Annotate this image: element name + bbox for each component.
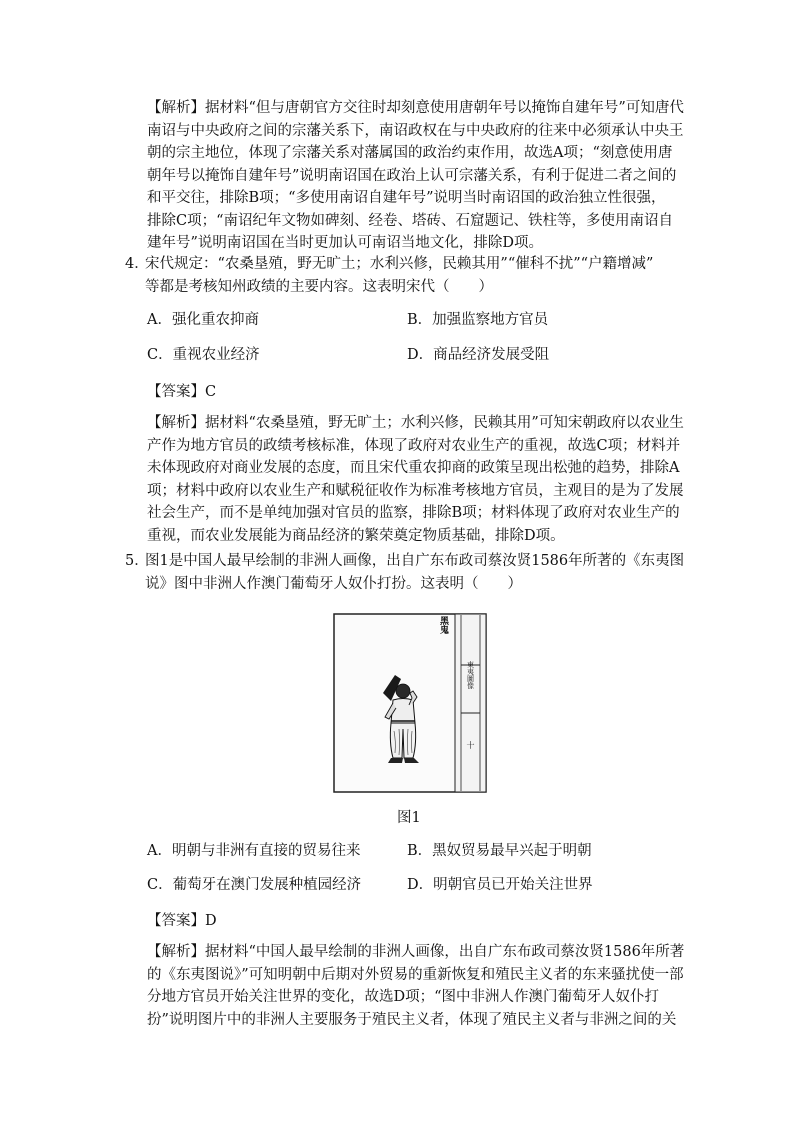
answer: 【答案】D [147, 913, 217, 929]
question-stem [145, 253, 653, 298]
analysis-line: 排除C项；“南诏纪年文物如碑刻、经卷、塔砖、石窟题记、铁柱等，多使用南诏自 [147, 212, 674, 229]
option-a: A．明朝与非洲有直接的贸易往来 [147, 843, 361, 859]
stem-line: 说》图中非洲人作澳门葡萄牙人奴仆打扮。这表明（ ） [145, 575, 522, 592]
figure-page-mark: 十 [466, 741, 475, 750]
analysis-line: 重视，而农业发展能为商品经济的繁荣奠定物质基础，排除D项。 [147, 527, 565, 544]
option-b: B．黑奴贸易最早兴起于明朝 [407, 843, 592, 859]
figure-caption: 图1 [397, 810, 421, 826]
analysis-line: 扮”说明图片中的非洲人主要服务于殖民主义者，体现了殖民主义者与非洲之间的关 [147, 1011, 677, 1028]
figure-side-label: 東夷圖像 [466, 661, 475, 689]
figure-title: 黑鬼 [438, 616, 448, 634]
african-figure-woodcut [333, 613, 487, 793]
option-c: C．重视农业经济 [147, 347, 260, 363]
analysis-line: 和平交往，排除B项；“多使用南诏自建年号”说明当时南诏国的政治独立性很强， [147, 190, 666, 206]
analysis-line: 产作为地方官员的政绩考核标准，体现了政府对农业生产的重视，故选C项；材料并 [147, 437, 681, 454]
option-a: A．强化重农抑商 [147, 312, 259, 328]
analysis-line: 南诏与中央政府之间的宗藩关系下，南诏政权在与中央政府的往来中必须承认中央王 [147, 122, 684, 139]
q4-analysis [147, 412, 684, 547]
answer: 【答案】C [147, 384, 217, 400]
figure-side-column [455, 614, 486, 792]
stem-line: 宋代规定：“农桑垦殖，野无旷土；水利兴修，民赖其用”“催科不扰”“户籍增减” [145, 256, 654, 272]
analysis-line: 社会生产，而不是单纯加强对官员的监察，排除B项；材料体现了政府对农业生产的 [147, 505, 680, 521]
analysis-line: 分地方官员开始关注世界的变化，故选D项；“图中非洲人作澳门葡萄牙人奴仆打 [147, 989, 660, 1005]
q5-analysis [147, 941, 685, 1031]
head-icon [396, 684, 410, 698]
option-b: B．加强监察地方官员 [407, 312, 549, 328]
analysis-line: 未体现政府对商业发展的态度，而且宋代重农抑商的政策呈现出松弛的趋势，排除A [147, 460, 680, 476]
analysis-line: 【解析】据材料“但与唐朝官方交往时却刻意使用唐朝年号以掩饰自建年号”可知唐代 [147, 100, 684, 116]
question-stem [145, 550, 684, 595]
option-d: D．明朝官员已开始关注世界 [407, 877, 593, 893]
analysis-line: 建年号”说明南诏国在当时更加认可南诏当地文化，排除D项。 [147, 235, 544, 251]
analysis-line: 【解析】据材料“中国人最早绘制的非洲人画像，出自广东布政司蔡汝贤1586年所著 [147, 944, 685, 960]
stem-line: 图1是中国人最早绘制的非洲人画像，出自广东布政司蔡汝贤1586年所著的《东夷图 [145, 553, 685, 569]
analysis-line: 项；材料中政府以农业生产和赋税征收作为标准考核地方官员，主观目的是为了发展 [147, 482, 684, 499]
analysis-line: 【解析】据材料“农桑垦殖，野无旷土；水利兴修，民赖其用”可知宋朝政府以农业生 [147, 415, 684, 431]
option-c: C．葡萄牙在澳门发展种植园经济 [147, 877, 362, 893]
option-d: D．商品经济发展受阻 [407, 347, 550, 363]
analysis-line: 朝年号以掩饰自建年号”说明南诏国在政治上认可宗藩关系，有利于促进二者之间的 [147, 167, 677, 184]
question-number: 4． [125, 256, 149, 272]
question-number: 5． [125, 553, 149, 569]
q3-analysis [147, 97, 684, 255]
stem-line: 等都是考核知州政绩的主要内容。这表明宋代（ ） [145, 278, 493, 295]
analysis-line: 的《东夷图说》”可知明朝中后期对外贸易的重新恢复和殖民主义者的东来骚扰使一部 [147, 966, 684, 983]
analysis-line: 朝的宗主地位，体现了宗藩关系对藩属国的政治约束作用，故选A项；“刻意使用唐 [147, 145, 673, 161]
